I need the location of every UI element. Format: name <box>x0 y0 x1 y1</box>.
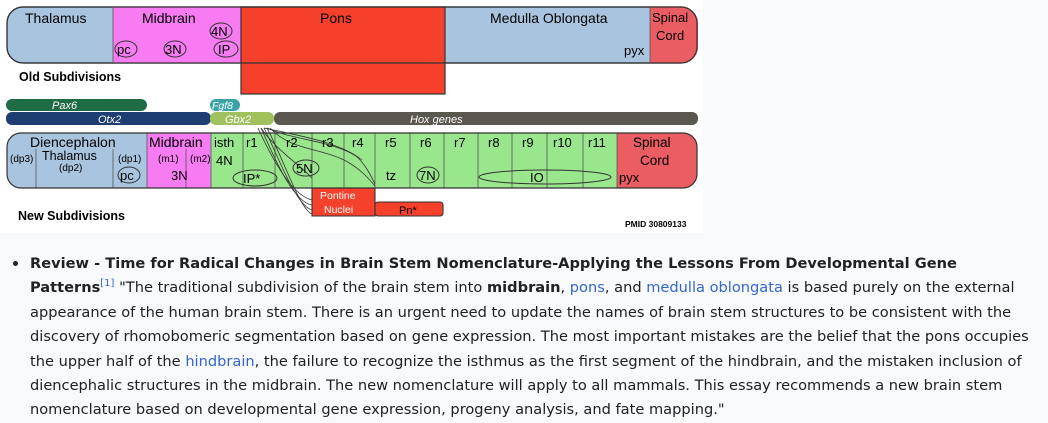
new-7n-label: 7N <box>419 168 436 183</box>
caption-text-1: "The traditional subdivision of the brain stem into <box>114 279 487 297</box>
new-spinal-label-1: Spinal <box>633 135 671 150</box>
old-spinal-label-2: Cord <box>656 28 685 43</box>
new-dp3-label: (dp3) <box>10 154 34 165</box>
old-subdivisions-label: Old Subdivisions <box>19 70 122 84</box>
pax6-label: Pax6 <box>52 100 78 112</box>
hox-bar <box>274 112 698 125</box>
reference-link[interactable]: [1] <box>100 278 115 290</box>
gbx2-label: Gbx2 <box>225 114 252 126</box>
new-m1-label: (m1) <box>158 154 179 165</box>
hox-label: Hox genes <box>410 114 463 126</box>
new-r5-label: r5 <box>385 135 397 150</box>
old-pyx-label: pyx <box>624 43 645 58</box>
new-r1-label: r1 <box>246 135 258 150</box>
new-4n-label: 4N <box>216 153 233 168</box>
new-r11-label: r11 <box>588 135 606 150</box>
old-medulla-label: Medulla Oblongata <box>490 10 608 26</box>
new-r3-label: r3 <box>322 135 334 150</box>
new-io-label: IO <box>530 170 544 185</box>
old-3n-label: 3N <box>165 42 182 57</box>
old-pc-label: pc <box>117 42 131 57</box>
new-pc-label: pc <box>120 168 134 183</box>
new-subdivisions-label: New Subdivisions <box>18 209 125 223</box>
old-pons-label: Pons <box>320 10 352 26</box>
caption-paragraph <box>9 252 1045 423</box>
new-tz-label: tz <box>386 168 397 183</box>
old-thalamus-label: Thalamus <box>25 10 87 26</box>
old-spinal-label-1: Spinal <box>652 10 689 25</box>
old-4n-label: 4N <box>211 24 228 39</box>
pons-link[interactable]: pons <box>569 279 605 297</box>
new-thalamus-label: Thalamus <box>42 149 97 163</box>
new-r9-label: r9 <box>522 135 534 150</box>
pontine-label-2: Nuclei <box>324 204 354 216</box>
new-dp2-label: (dp2) <box>59 163 83 174</box>
fgf8-label: Fgf8 <box>212 100 234 112</box>
new-dp1-label: (dp1) <box>118 154 142 165</box>
caption-list-item <box>9 252 1045 423</box>
pmid-label: PMID 30809133 <box>625 219 687 229</box>
new-r6-label: r6 <box>420 135 432 150</box>
new-midbrain-label: Midbrain <box>149 134 203 150</box>
hindbrain-link[interactable]: hindbrain <box>185 352 255 370</box>
brain-stem-figure <box>0 0 703 233</box>
pn-label: Pn* <box>399 205 417 217</box>
new-r4-label: r4 <box>352 135 364 150</box>
otx2-label: Otx2 <box>98 114 122 126</box>
caption-text-5: , the failure to recognize the isthmus as the first segment of the hindbrain, and the mistaken inclusion of diencephalic structures in the midbrain. The new nomenclature will apply to all mammals. This essay recommends a new brain stem nomenclature based on developmental gene expression, progeny analysis, and fate mapping." <box>30 352 1022 419</box>
old-midbrain-label: Midbrain <box>142 10 196 26</box>
new-spinal-label-2: Cord <box>640 153 670 168</box>
gene-bars <box>6 99 698 126</box>
caption-text-2: , <box>560 279 570 297</box>
review-title: Review - Time for Radical Changes in Brain Stem Nomenclature-Applying the Lessons From Developmental Gene Patterns <box>30 255 957 297</box>
new-r8-label: r8 <box>488 135 500 150</box>
new-isth-label: isth <box>214 135 235 150</box>
old-ip-label: IP <box>218 42 231 57</box>
pontine-label-1: Pontine <box>320 190 356 202</box>
medulla-oblongata-link[interactable]: medulla oblongata <box>646 279 783 297</box>
caption-text-4: is based purely on the external appearance of the human brain stem. There is an urgent need to update the names of brain stem structures to be consistent with the discovery of rhomobomeric segmentation based on gene expression. The most important mistakes are the belief that the pons occupies the upper half of the <box>30 279 1029 370</box>
new-m2-label: (m2) <box>190 154 211 165</box>
new-diencephalon-label: Diencephalon <box>30 134 116 150</box>
caption-text-3: , and <box>604 279 647 297</box>
new-subdivisions <box>7 128 697 229</box>
new-r10-label: r10 <box>553 135 572 150</box>
new-pyx-label: pyx <box>619 170 640 185</box>
midbrain-term: midbrain <box>486 279 561 297</box>
new-ip-label: IP* <box>243 171 261 186</box>
new-r7-label: r7 <box>454 135 466 150</box>
old-subdivisions <box>7 7 698 94</box>
bullet-icon <box>13 261 18 266</box>
new-r2-label: r2 <box>286 135 298 150</box>
new-5n-label: 5N <box>296 161 313 176</box>
new-3n-label: 3N <box>171 168 188 183</box>
